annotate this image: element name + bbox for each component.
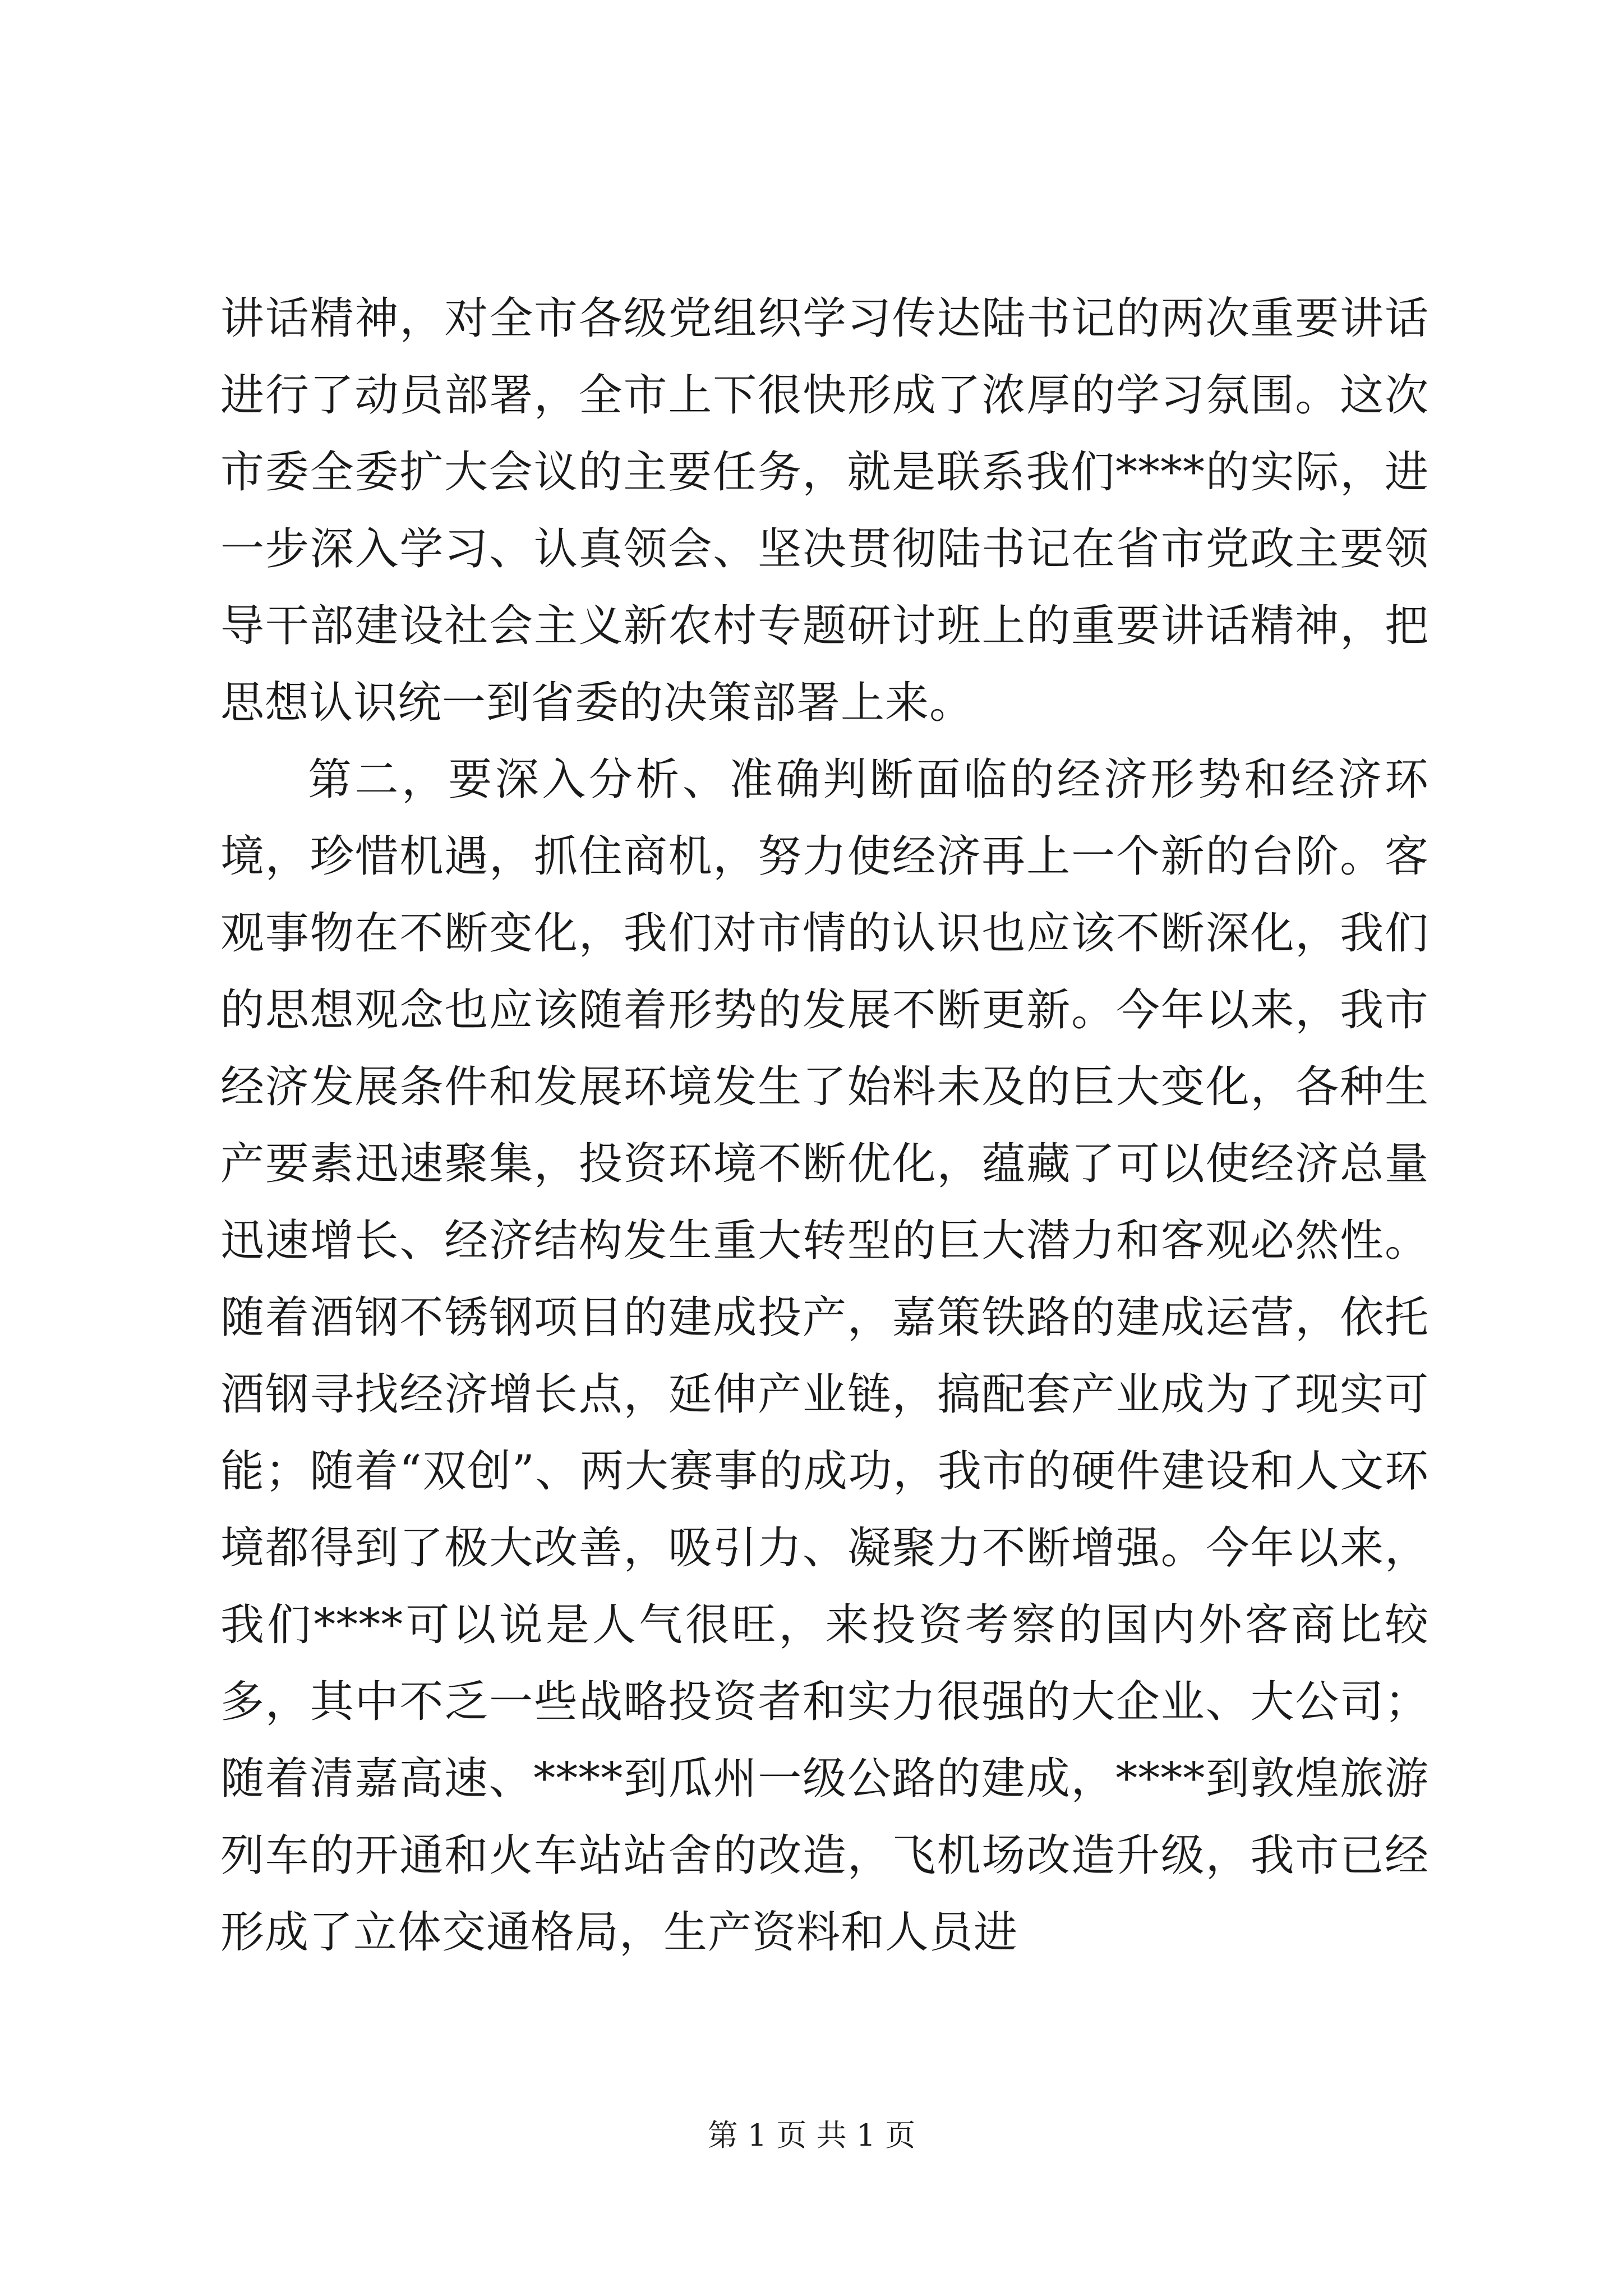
paragraph-1: 讲话精神，对全市各级党组织学习传达陆书记的两次重要讲话进行了动员部署，全市上下很快形成了浓厚的学习氛围。这次市委全委扩大会议的主要任务，就是联系我们****的实际，进一步深入学习、认真领会、坚决贯彻陆书记在省市党政主要领导干部建设社会主义新农村专题研讨班上的重要讲话精神，把思想认识统一到省委的决策部署上来。 xyxy=(220,293,1429,728)
document-body xyxy=(220,280,1429,1971)
paragraph-2: 第二，要深入分析、准确判断面临的经济形势和经济环境，珍惜机遇，抓住商机，努力使经济再上一个新的台阶。客观事物在不断变化，我们对市情的认识也应该不断深化，我们的思想观念也应该随着形势的发展不断更新。今年以来，我市经济发展条件和发展环境发生了始料未及的巨大变化，各种生产要素迅速聚集，投资环境不断优化，蕴藏了可以使经济总量迅速增长、经济结构发生重大转型的巨大潜力和客观必然性。随着酒钢不锈钢项目的建成投产，嘉策铁路的建成运营，依托酒钢寻找经济增长点，延伸产业链，搞配套产业成为了现实可能；随着“双创”、两大赛事的成功，我市的硬件建设和人文环境都得到了极大改善，吸引力、凝聚力不断增强。今年以来，我们****可以说是人气很旺，来投资考察的国内外客商比较多，其中不乏一些战略投资者和实力很强的大企业、大公司；随着清嘉高速、****到瓜州一级公路的建成，****到敦煌旅游列车的开通和火车站站舍的改造，飞机场改造升级，我市已经形成了立体交通格局，生产资料和人员进 xyxy=(220,754,1429,1958)
page-number-label: 第 1 页 共 1 页 xyxy=(707,2118,916,2153)
page-footer xyxy=(0,2116,1623,2155)
